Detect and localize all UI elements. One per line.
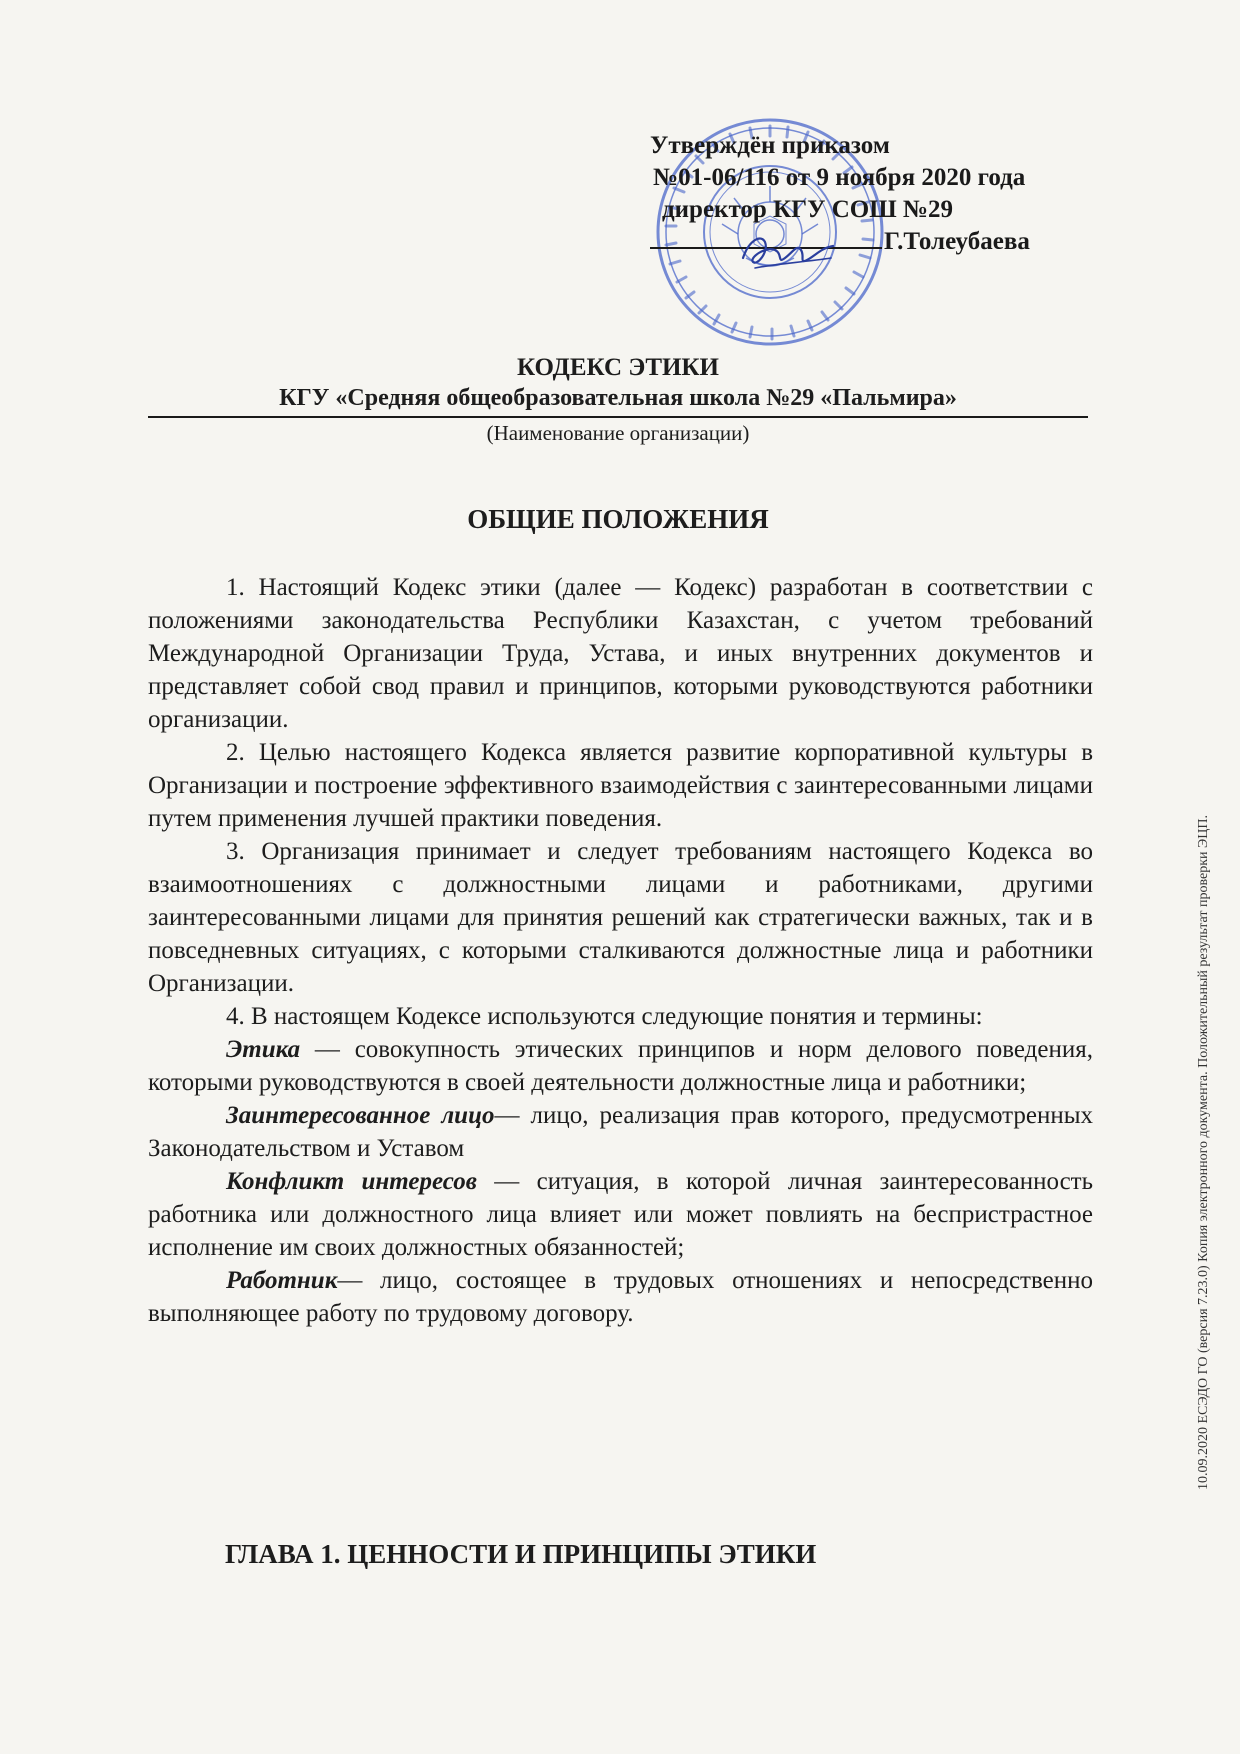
- approval-director: директор КГУ СОШ №29: [662, 196, 954, 223]
- handwritten-signature: [735, 228, 845, 278]
- definition-term: Конфликт интересов: [226, 1168, 477, 1195]
- definition-text: — ситуация, в которой личная заинтересованность работника или должностного лица влияет или может повлиять на беспристрастное исполнение им своих должностных обязанностей;: [148, 1168, 1093, 1261]
- definition-employee: [148, 1264, 1093, 1330]
- verification-side-note: 10.09.2020 ЕСЭДО ГО (версия 7.23.0) Копия электронного документа. Положительный результат проверки ЭЦП.: [1196, 814, 1211, 1490]
- organization-caption: (Наименование организации): [486, 421, 750, 445]
- definition-ethics: [148, 1033, 1093, 1099]
- definition-conflict-of-interest: [148, 1165, 1093, 1264]
- section-heading: ОБЩИЕ ПОЛОЖЕНИЯ: [467, 504, 769, 534]
- approval-block: [650, 130, 1080, 258]
- paragraph-3: 3. Организация принимает и следует требованиям настоящего Кодекса во взаимоотношениях с должностными лицами и работниками, другими заинтересованными лицами для принятия решений как стратегически важных, так и в повседневных ситуациях, с которыми сталкиваются должностные лица и работники Организации.: [148, 838, 1093, 997]
- approval-title: Утверждён приказом: [650, 132, 890, 159]
- definition-text: — лицо, состоящее в трудовых отношениях и непосредственно выполняющее работу по трудовому договору.: [148, 1267, 1093, 1327]
- definition-text: — лицо, реализация прав которого, предусмотренных Законодательством и Уставом: [148, 1102, 1093, 1162]
- definition-term: Заинтересованное лицо: [226, 1102, 495, 1129]
- chapter-heading: ГЛАВА 1. ЦЕННОСТИ И ПРИНЦИПЫ ЭТИКИ: [225, 1539, 817, 1569]
- document-body: [148, 571, 1093, 1330]
- paragraph-1: 1. Настоящий Кодекс этики (далее — Кодекс) разработан в соответствии с положениями законодательства Республики Казахстан, с учетом требований Международной Организации Труда, Устава, и иных внутренних документов и представляет собой свод правил и принципов, которыми руководствуются работники организации.: [148, 574, 1093, 733]
- document-title: КОДЕКС ЭТИКИ: [516, 354, 720, 381]
- definition-interested-party: [148, 1099, 1093, 1165]
- signatory-name: Г.Толеубаева: [884, 228, 1030, 255]
- definition-term: Работник: [226, 1267, 338, 1294]
- definition-term: Этика: [226, 1036, 301, 1063]
- approval-order-number: №01-06/116 от 9 ноября 2020 года: [653, 164, 1026, 191]
- definition-text: — совокупность этических принципов и норм делового поведения, которыми руководствуются в своей деятельности должностные лица и работники;: [148, 1036, 1093, 1096]
- paragraph-4: 4. В настоящем Кодексе используются следующие понятия и термины:: [226, 1003, 983, 1030]
- paragraph-2: 2. Целью настоящего Кодекса является развитие корпоративной культуры в Организации и построение эффективного взаимодействия с заинтересованными лицами путем применения лучшей практики поведения.: [148, 739, 1093, 832]
- document-title-block: [148, 353, 1088, 448]
- approval-signature-line: [650, 226, 1080, 258]
- organization-name: КГУ «Средняя общеобразовательная школа №29 «Пальмира»: [148, 383, 1088, 418]
